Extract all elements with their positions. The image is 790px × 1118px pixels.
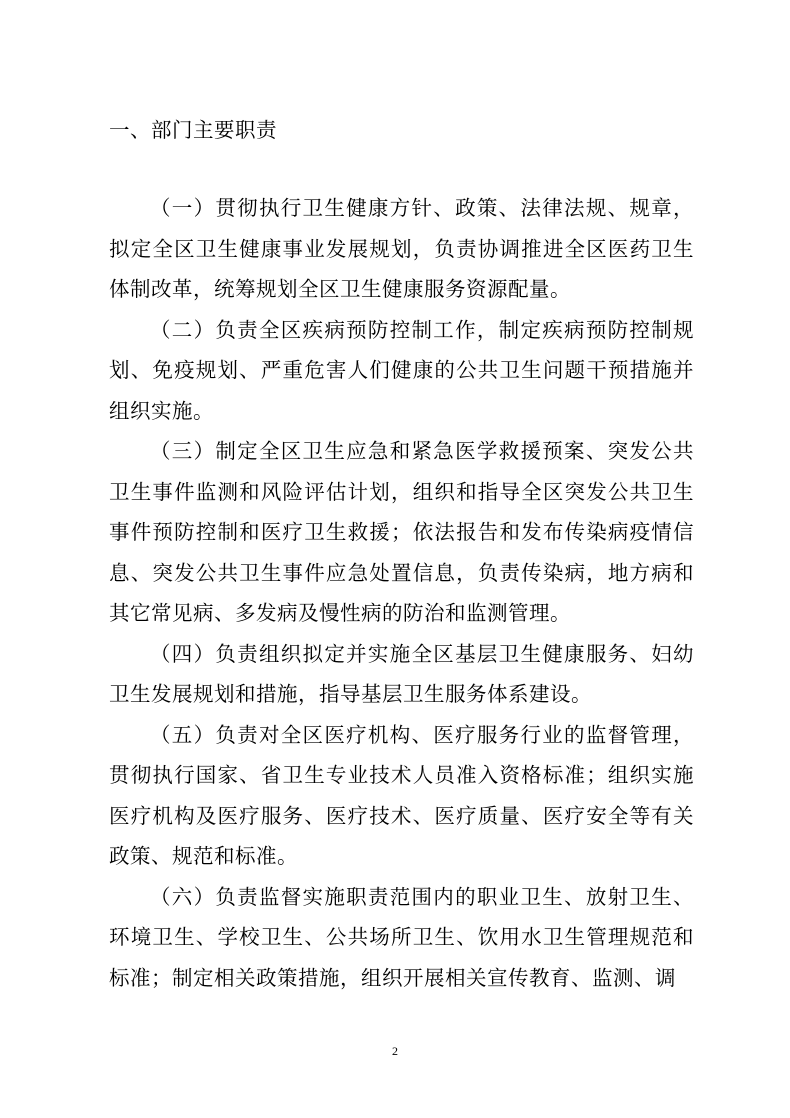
paragraph-1: （一）贯彻执行卫生健康方针、政策、法律法规、规章，拟定全区卫生健康事业发展规划，负责协调推进全区医药卫生体制改革，统筹规划全区卫生健康服务资源配量。: [109, 196, 694, 301]
page-number: 2: [392, 1044, 398, 1058]
paragraph-6: （六）负责监督实施职责范围内的职业卫生、放射卫生、环境卫生、学校卫生、公共场所卫生、饮用水卫生管理规范和标准；制定相关政策措施，组织开展相关宣传教育、监测、调: [109, 884, 694, 990]
section-heading: 一、部门主要职责: [109, 118, 277, 142]
paragraph-3: （三）制定全区卫生应急和紧急医学救援预案、突发公共卫生事件监测和风险评估计划，组织和指导全区突发公共卫生事件预防控制和医疗卫生救援；依法报告和发布传染病疫情信息、突发公共卫生事件应急处置信息，负责传染病，地方病和其它常见病、多发病及慢性病的防治和监测管理。: [109, 439, 694, 625]
paragraph-5: （五）负责对全区医疗机构、医疗服务行业的监督管理，贯彻执行国家、省卫生专业技术人员准入资格标准；组织实施医疗机构及医疗服务、医疗技术、医疗质量、医疗安全等有关政策、规范和标准。: [109, 722, 694, 868]
document-body: [109, 110, 694, 998]
paragraph-2: （二）负责全区疾病预防控制工作，制定疾病预防控制规划、免疫规划、严重危害人们健康的公共卫生问题干预措施并组织实施。: [109, 317, 694, 423]
paragraph-4: （四）负责组织拟定并实施全区基层卫生健康服务、妇幼卫生发展规划和措施，指导基层卫生服务体系建设。: [109, 641, 694, 706]
